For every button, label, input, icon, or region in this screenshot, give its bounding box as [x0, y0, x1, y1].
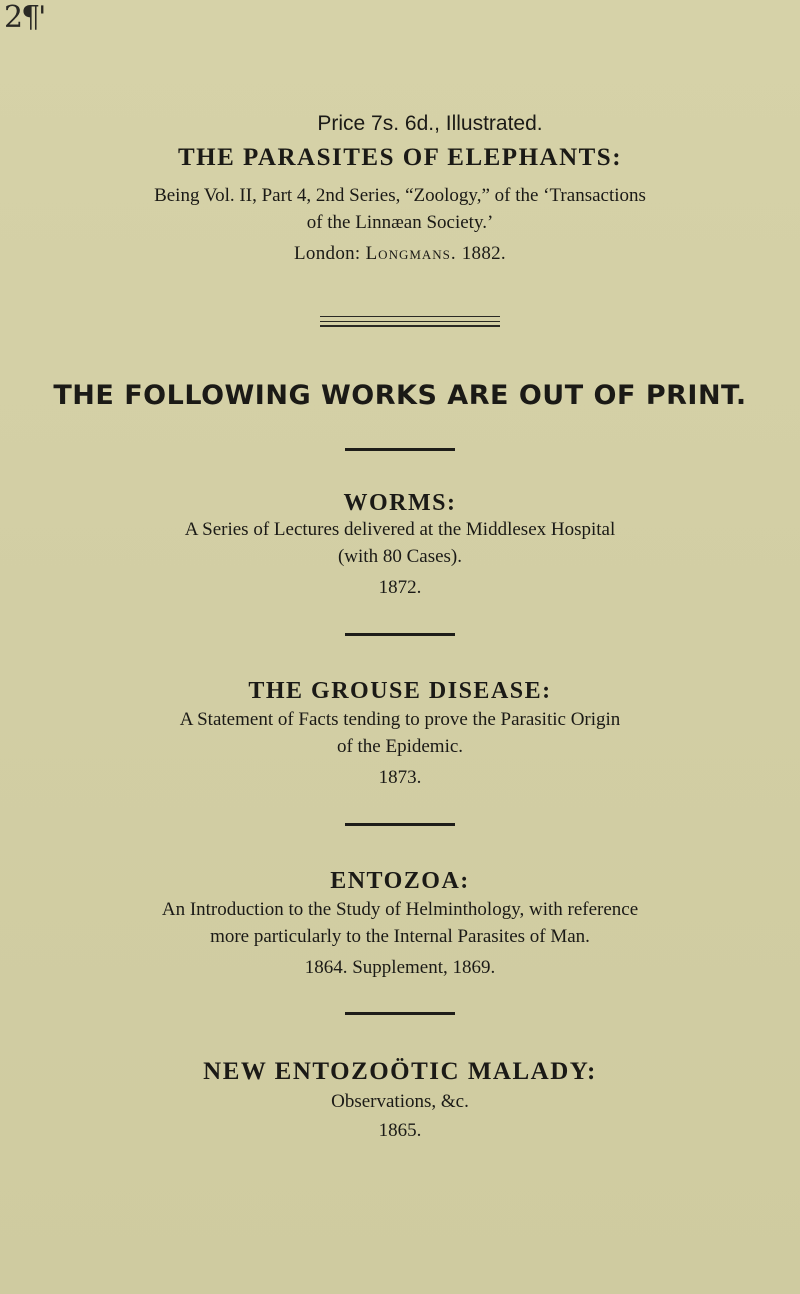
series-line: Being Vol. II, Part 4, 2nd Series, “Zoology,” of the ‘Transactions	[154, 185, 646, 206]
divider-rule-top	[320, 316, 500, 317]
section-rule	[345, 633, 455, 636]
work-line: of the Epidemic.	[336, 736, 464, 757]
publisher-name: Longmans.	[365, 243, 457, 264]
work-line: (with 80 Cases).	[337, 546, 462, 567]
work-year: 1872.	[378, 577, 422, 598]
publisher-prefix: London:	[294, 243, 361, 264]
work-title-grouse-disease: THE GROUSE DISEASE:	[248, 678, 552, 704]
section-rule	[345, 448, 455, 451]
divider-rule-middle	[320, 321, 500, 322]
work-line: Observations, &c.	[331, 1091, 469, 1112]
work-line: A Series of Lectures delivered at the Middlesex Hospital	[184, 519, 616, 540]
work-line: more particularly to the Internal Parasites of Man.	[210, 926, 590, 947]
publisher-year: 1882.	[461, 243, 506, 264]
out-of-print-heading: THE FOLLOWING WORKS ARE OUT OF PRINT.	[53, 380, 747, 411]
work-title-entozoa: ENTOZOA:	[330, 868, 470, 894]
main-title: THE PARASITES OF ELEPHANTS:	[177, 144, 623, 171]
work-title-worms: WORMS:	[343, 490, 457, 516]
corner-handwritten-mark: 2¶'	[4, 0, 45, 35]
work-line: An Introduction to the Study of Helminthology, with reference	[161, 899, 639, 920]
divider-rule-bottom	[320, 325, 500, 327]
section-rule	[345, 1012, 455, 1015]
society-line: of the Linnæan Society.’	[306, 212, 494, 233]
work-line: A Statement of Facts tending to prove the Parasitic Origin	[179, 709, 621, 730]
work-year: 1873.	[378, 767, 422, 788]
work-year: 1865.	[378, 1120, 422, 1141]
price-line: Price 7s. 6d., Illustrated.	[317, 112, 543, 135]
work-year: 1864. Supplement, 1869.	[304, 957, 496, 978]
publisher-line	[0, 241, 800, 267]
section-rule	[345, 823, 455, 826]
work-title-new-entozootic-malady: NEW ENTOZOÖTIC MALADY:	[203, 1058, 597, 1085]
